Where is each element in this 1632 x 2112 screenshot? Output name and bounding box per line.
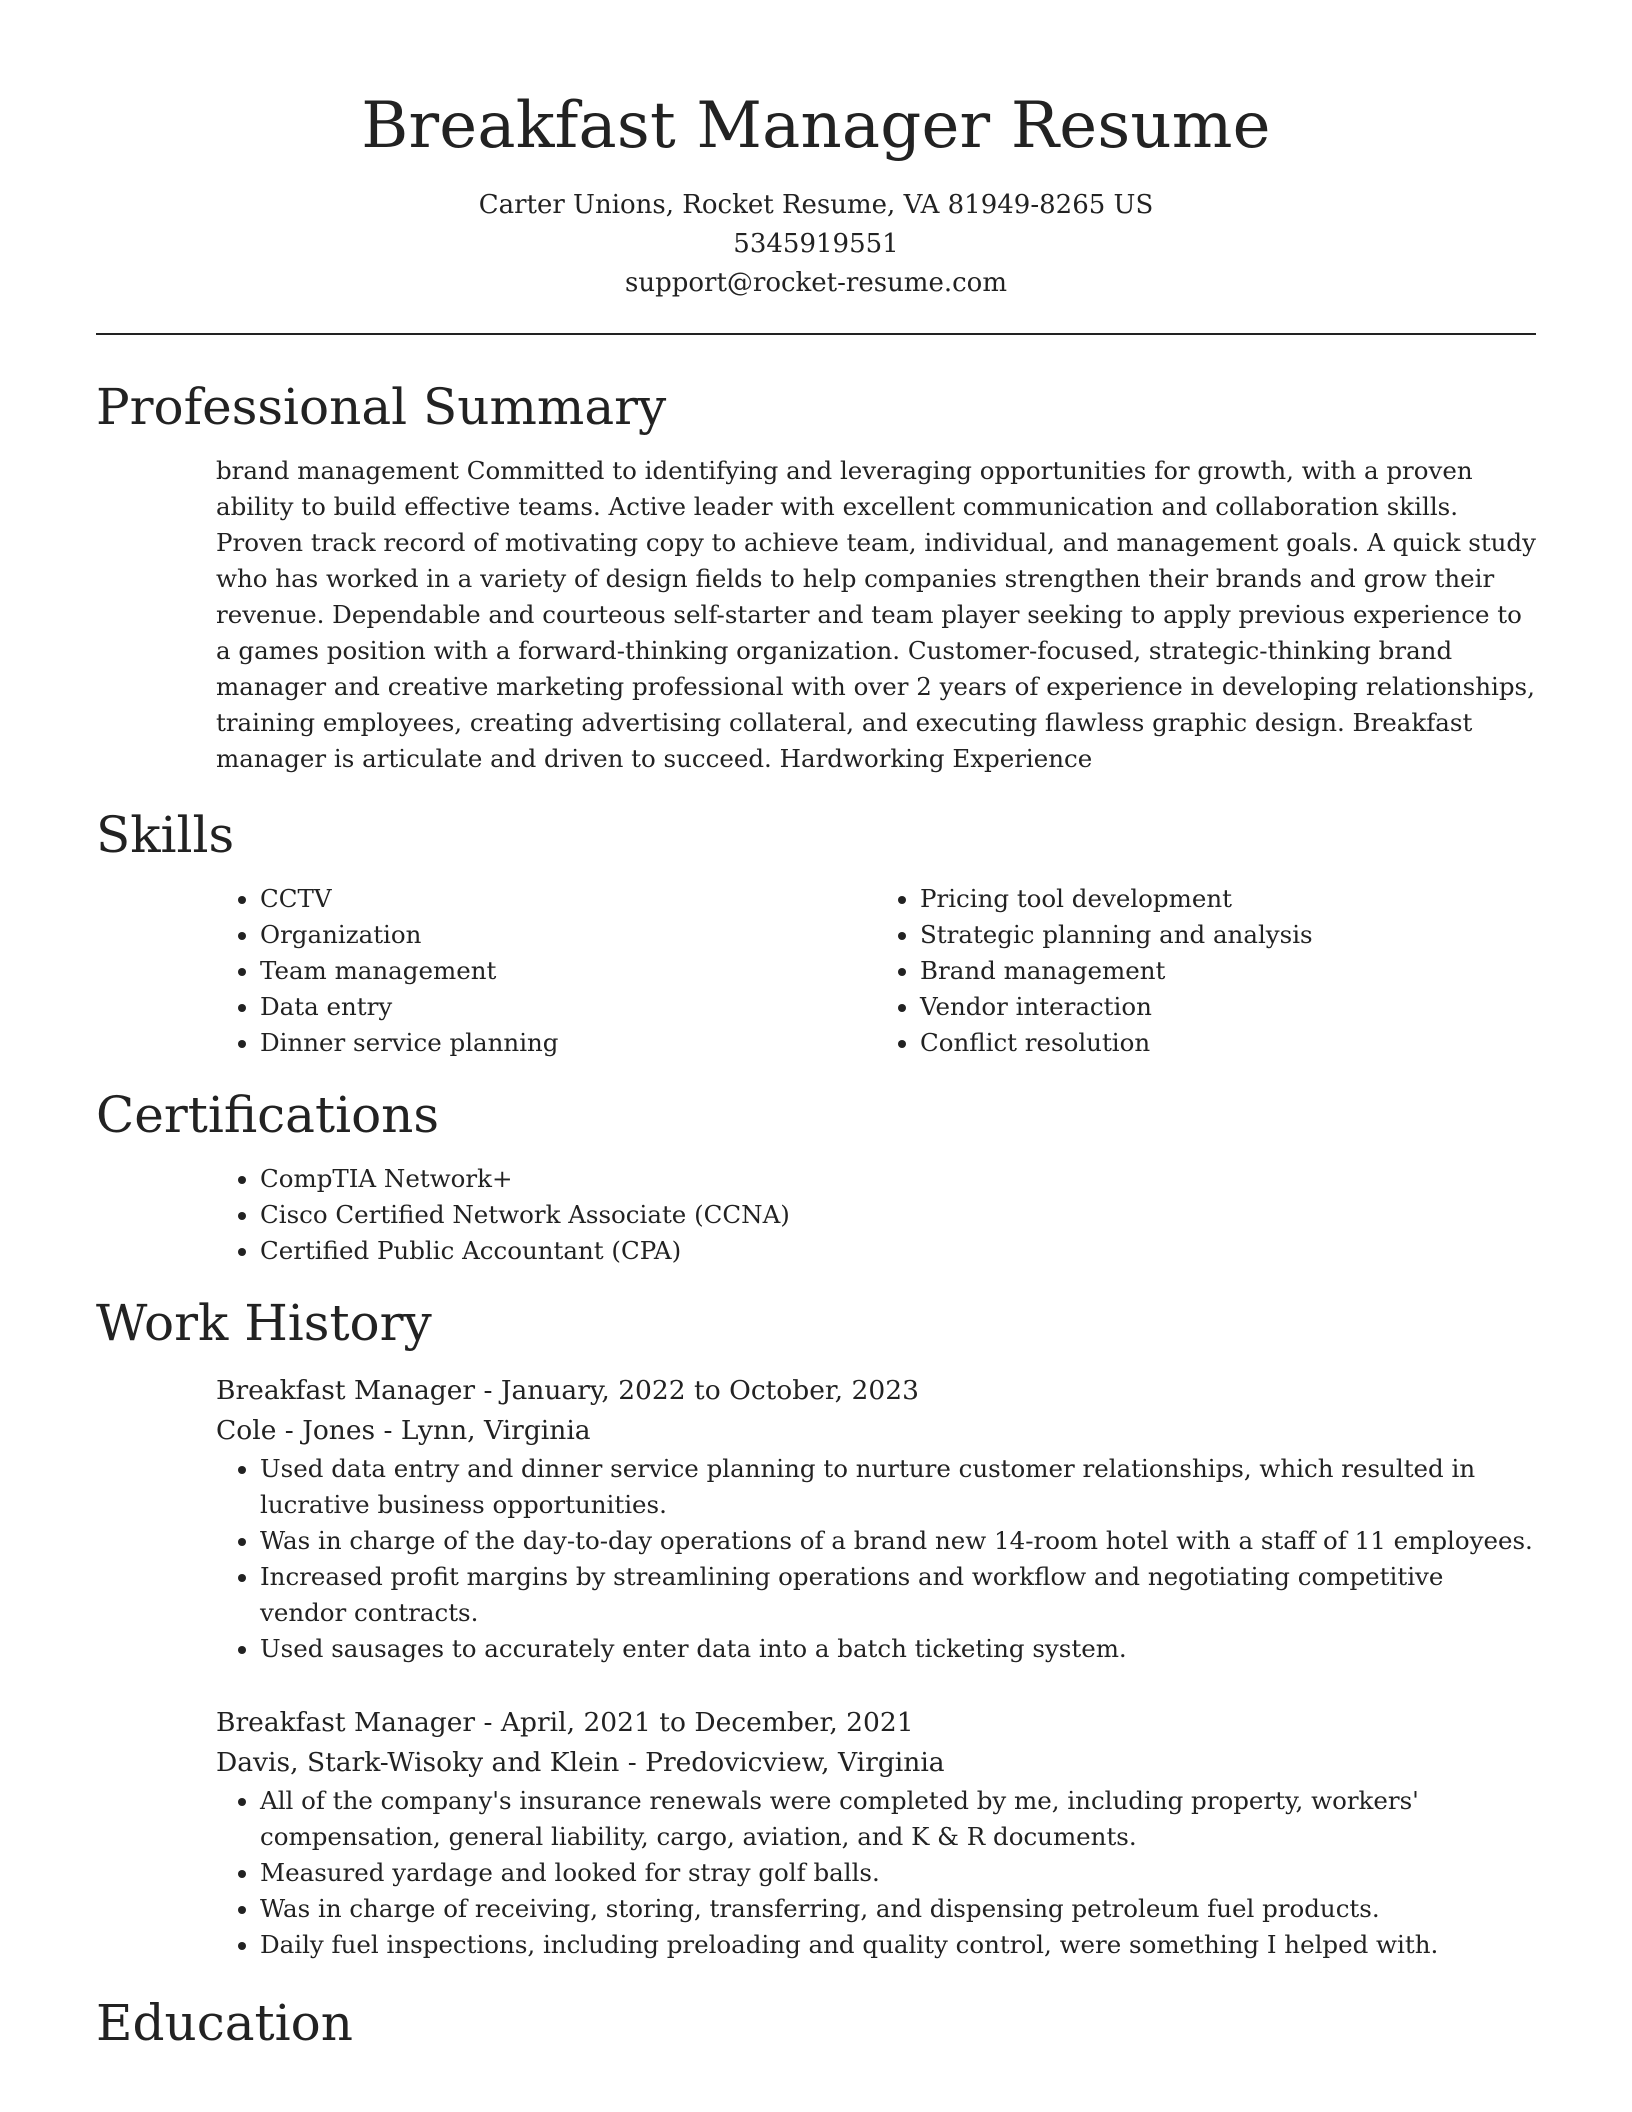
job-entry <box>216 1371 1536 1667</box>
skill-item: • Team management <box>260 953 876 989</box>
certification-item: • Certified Public Accountant (CPA) <box>260 1233 1536 1269</box>
certifications-heading: Certifications <box>96 1086 440 1144</box>
certifications-bullets <box>216 1161 1536 1269</box>
skill-item: • Dinner service planning <box>260 1025 876 1061</box>
skills-list <box>216 881 1536 1061</box>
certification-item: • CompTIA Network+ <box>260 1161 1536 1197</box>
skill-item: • Strategic planning and analysis <box>920 917 1536 953</box>
skill-item: • CCTV <box>260 881 876 917</box>
job-company-line: Davis, Stark-Wisoky and Klein - Predovicview, Virginia <box>216 1747 945 1778</box>
resume-title: Breakfast Manager Resume <box>361 89 1271 163</box>
contact-address: Carter Unions, Rocket Resume, VA 81949-8265 US <box>478 190 1154 220</box>
summary-heading: Professional Summary <box>96 378 667 436</box>
job-bullet: • Measured yardage and looked for stray golf balls. <box>260 1855 1536 1891</box>
job-title-line: Breakfast Manager - January, 2022 to October, 2023 <box>216 1375 919 1406</box>
job-bullets <box>216 1783 1536 1963</box>
summary-text: brand management Committed to identifying and leveraging opportunities for growth, with a proven ability to build effective teams. Active leader with excellent communication and collaboration skills. Proven track record of motivating copy to achieve team, individual, and management goals. A quick study who has worked in a variety of design fields to help companies strengthen their brands and grow their revenue. Dependable and courteous self-starter and team player seeking to apply previous experience to a games position with a forward-thinking organization. Customer-focused, strategic-thinking brand manager and creative marketing professional with over 2 years of experience in developing relationships, training employees, creating advertising collateral, and executing flawless graphic design. Breakfast manager is articulate and driven to succeed. Hardworking Experience <box>216 456 1536 773</box>
job-entry <box>216 1703 1536 1963</box>
job-bullet: • Was in charge of the day-to-day operations of a brand new 14-room hotel with a staff of 11 employees. <box>260 1523 1536 1559</box>
skill-item: • Vendor interaction <box>920 989 1536 1025</box>
job-bullet: • Increased profit margins by streamlining operations and workflow and negotiating competitive vendor contracts. <box>260 1559 1536 1631</box>
contact-phone: 5345919551 <box>733 229 899 259</box>
education-heading: Education <box>96 1994 353 2052</box>
job-bullet: • Used sausages to accurately enter data into a batch ticketing system. <box>260 1631 1536 1667</box>
skill-item: • Conflict resolution <box>920 1025 1536 1061</box>
job-bullets <box>216 1451 1536 1667</box>
job-bullet: • All of the company's insurance renewals were completed by me, including property, workers' compensation, general liability, cargo, aviation, and K & R documents. <box>260 1783 1536 1855</box>
job-bullet: • Daily fuel inspections, including preloading and quality control, were something I helped with. <box>260 1927 1536 1963</box>
skills-column-right <box>876 881 1536 1061</box>
certification-item: • Cisco Certified Network Associate (CCNA) <box>260 1197 1536 1233</box>
skill-item: • Pricing tool development <box>920 881 1536 917</box>
contact-email: support@rocket-resume.com <box>624 268 1007 298</box>
job-bullet: • Was in charge of receiving, storing, transferring, and dispensing petroleum fuel products. <box>260 1891 1536 1927</box>
skills-heading: Skills <box>96 806 235 864</box>
contact-block <box>96 186 1536 303</box>
certifications-list <box>216 1161 1536 1269</box>
header-divider <box>96 333 1536 335</box>
work-history-heading: Work History <box>96 1294 432 1352</box>
skill-item: • Organization <box>260 917 876 953</box>
skill-item: • Data entry <box>260 989 876 1025</box>
resume-header <box>96 0 1536 303</box>
skills-column-left <box>216 881 876 1061</box>
job-company-line: Cole - Jones - Lynn, Virginia <box>216 1415 591 1446</box>
resume-page <box>96 0 1536 2055</box>
job-bullet: • Used data entry and dinner service planning to nurture customer relationships, which resulted in lucrative business opportunities. <box>260 1451 1536 1523</box>
job-title-line: Breakfast Manager - April, 2021 to December, 2021 <box>216 1707 914 1738</box>
skill-item: • Brand management <box>920 953 1536 989</box>
